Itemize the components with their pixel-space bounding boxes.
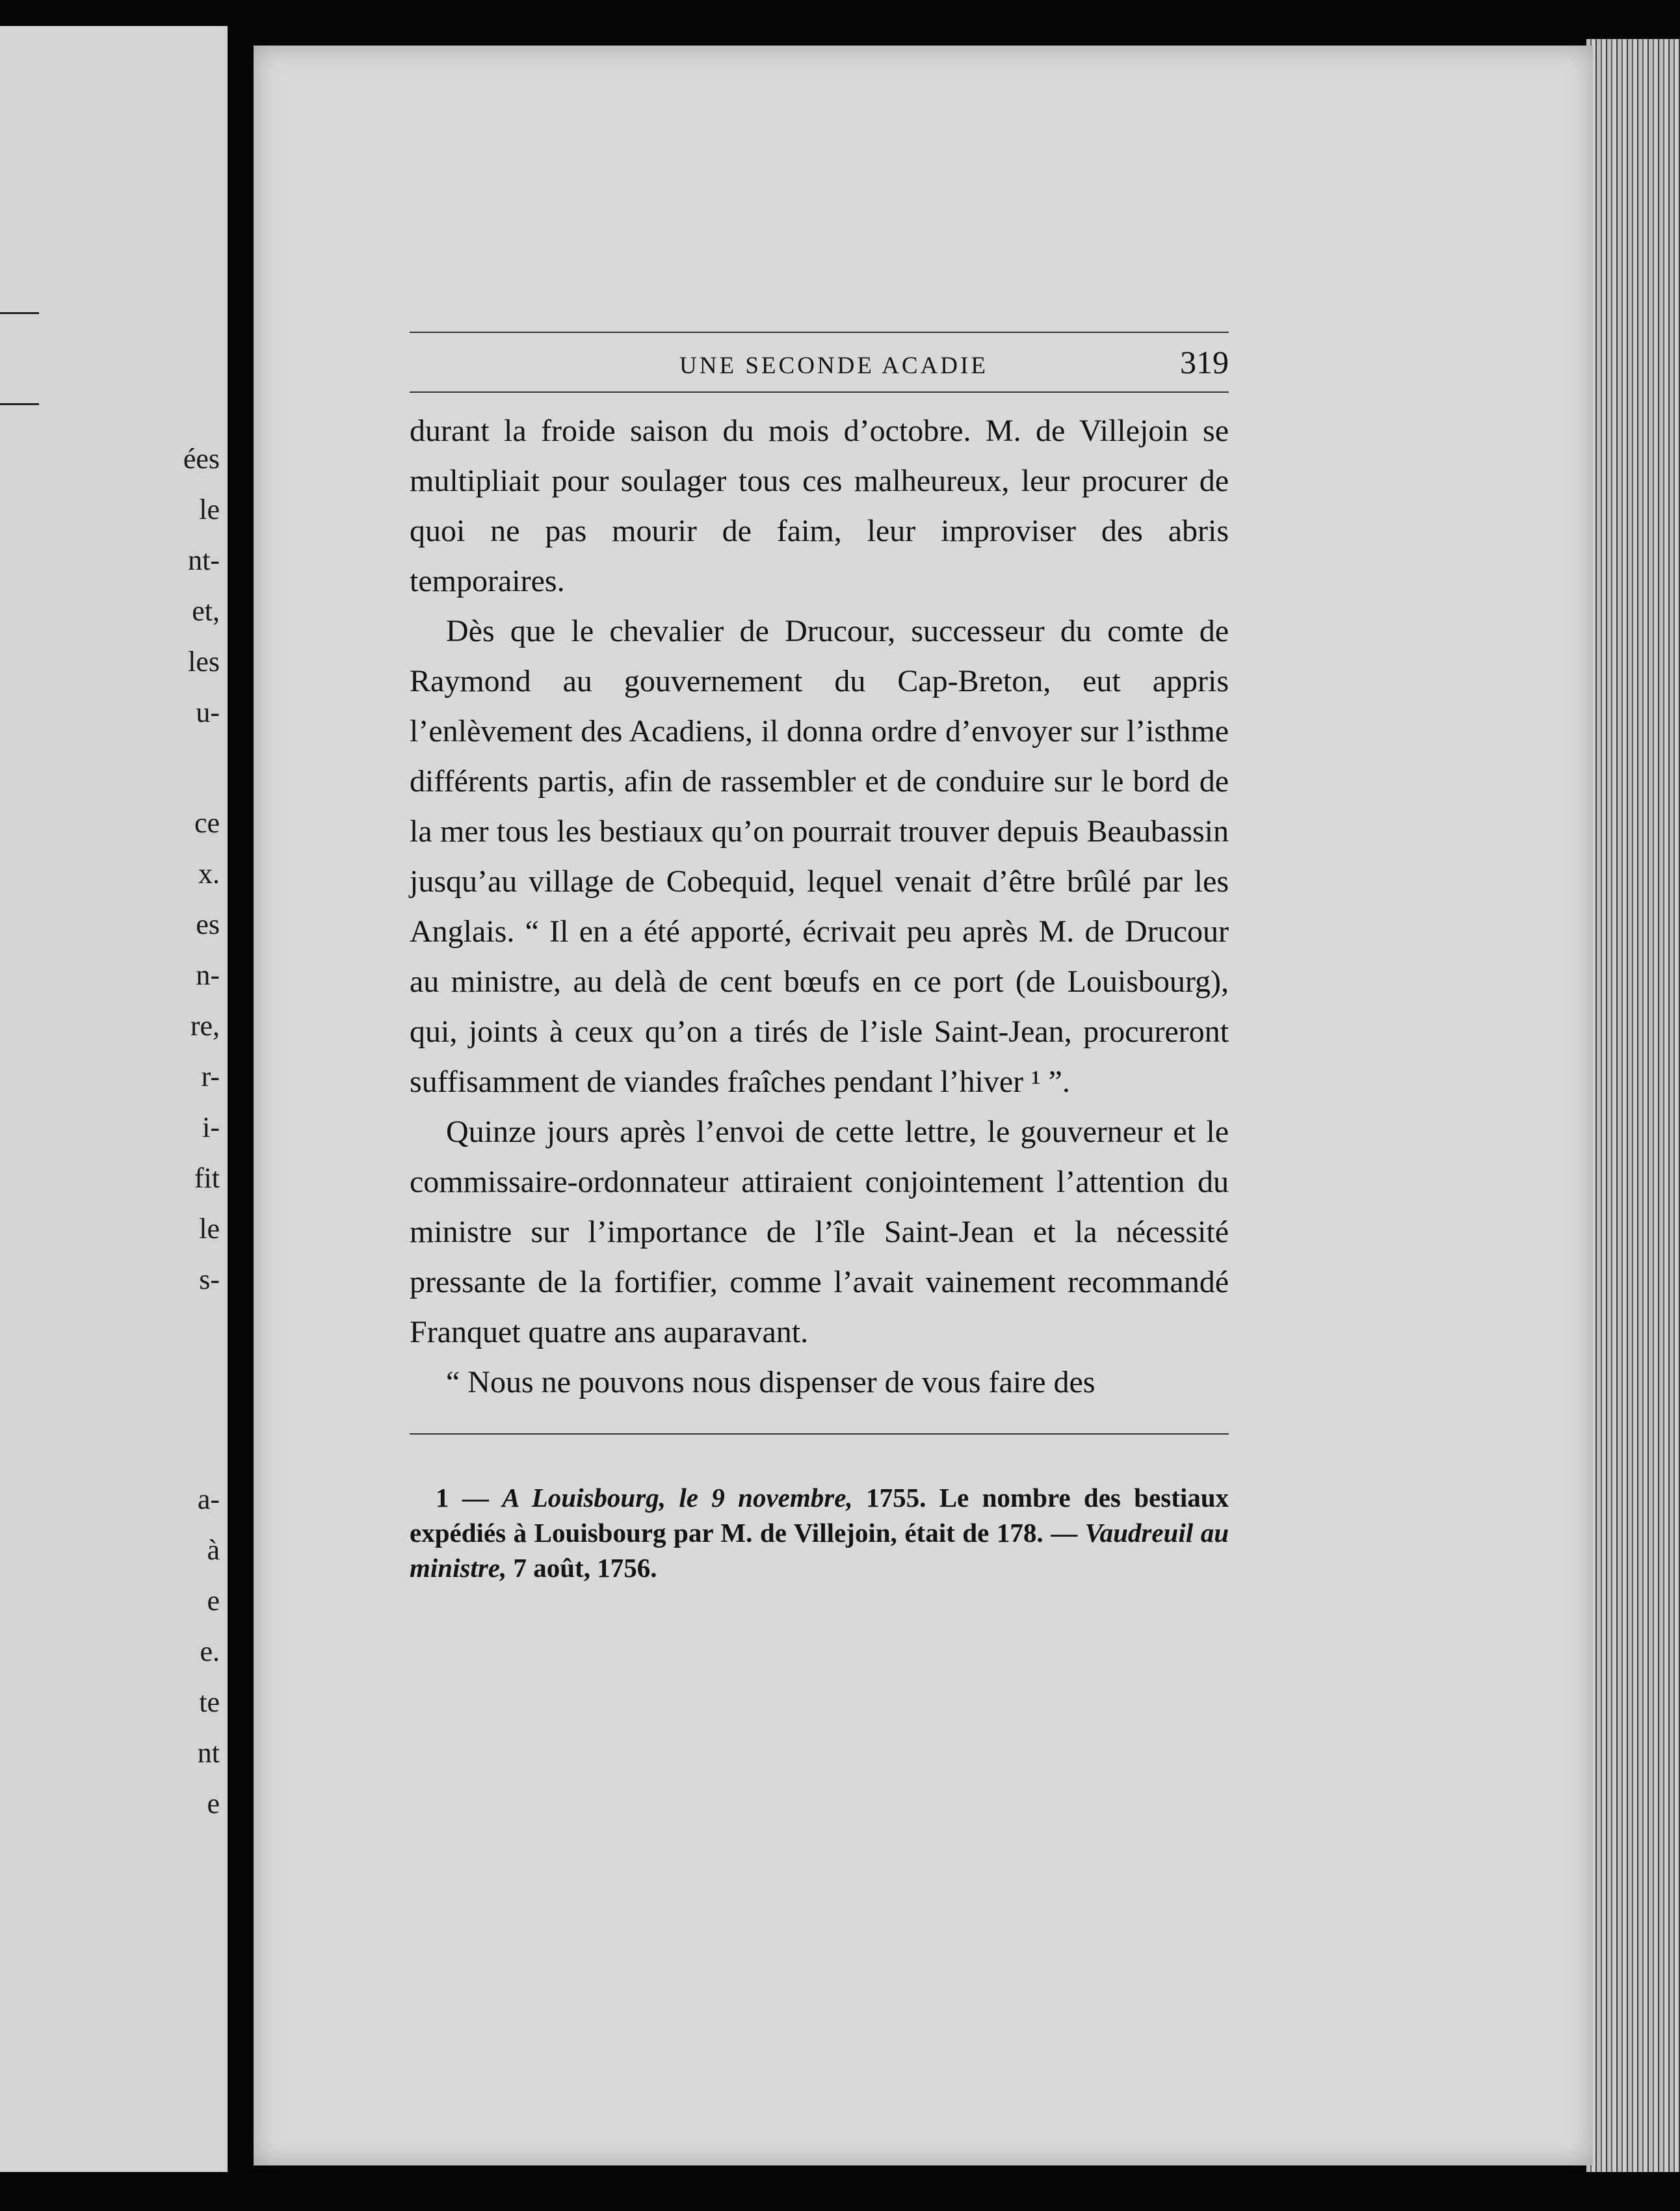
- left-fragment: ées: [183, 443, 220, 475]
- left-fragment: ce: [194, 807, 220, 839]
- paragraph: durant la froide saison du mois d’octobre. M. de Villejoin se multipliait pour soulager tous ces malheureux, leur procurer de quoi ne pas mourir de faim, leur improviser des abris temporaires.: [410, 414, 1229, 598]
- footnote-text: Le nombre des bestiaux expédiés à Louisbourg par M. de Villejoin, était de 178. —: [410, 1483, 1229, 1548]
- book-page: [254, 46, 1593, 2165]
- footnote-date: 7 août, 1756.: [513, 1553, 657, 1583]
- left-fragment: les: [188, 646, 220, 678]
- left-page-rule: [0, 312, 39, 314]
- page-content: [410, 332, 1229, 1585]
- footnote-year: 1755.: [866, 1483, 926, 1513]
- left-fragment: x.: [198, 858, 220, 890]
- left-fragment: te: [199, 1686, 220, 1718]
- left-fragment: fit: [194, 1162, 220, 1194]
- left-page-rule: [0, 403, 39, 405]
- left-fragment: e: [207, 1585, 220, 1617]
- left-fragment: s-: [199, 1264, 220, 1295]
- left-fragment: re,: [190, 1010, 220, 1042]
- left-fragment: nt: [197, 1737, 220, 1769]
- page-number: 319: [1180, 344, 1229, 380]
- footnote-rule: [410, 1433, 1229, 1435]
- paragraph: “ Nous ne pouvons nous dispenser de vous faire des: [446, 1365, 1096, 1399]
- left-page: [0, 26, 228, 2172]
- footnote-place-date: A Louisbourg, le 9 novembre,: [502, 1483, 853, 1513]
- running-title: UNE SECONDE ACADIE: [679, 352, 988, 379]
- left-fragment: e: [207, 1788, 220, 1820]
- footnote: [410, 1480, 1229, 1585]
- running-header: [410, 333, 1229, 391]
- left-fragment: nt-: [188, 544, 220, 576]
- left-fragment: e.: [200, 1635, 220, 1667]
- left-fragment: a-: [197, 1483, 220, 1515]
- left-fragment: i-: [202, 1111, 220, 1143]
- footnote-marker: 1 —: [436, 1483, 489, 1513]
- left-fragment: et,: [192, 595, 220, 627]
- left-fragment: n-: [196, 959, 220, 991]
- page-edges: [1586, 39, 1680, 2172]
- left-fragment: es: [196, 908, 220, 940]
- body-text: [410, 406, 1229, 1407]
- left-fragment: le: [199, 1213, 220, 1245]
- footnote-source: Vaudreuil au ministre,: [410, 1518, 1229, 1583]
- paragraph: Dès que le chevalier de Drucour, successeur du comte de Raymond au gouvernement du Cap-Breton, eut appris l’enlèvement des Acadiens, il donna ordre d’envoyer sur l’isthme différents partis, afin de rassembler et de conduire sur le bord de la mer tous les bestiaux qu’on pourrait trouver depuis Beaubassin jusqu’au village de Cobequid, lequel venait d’être brûlé par les Anglais. “ Il en a été apporté, écrivait peu après M. de Drucour au ministre, au delà de cent bœufs en ce port (de Louisbourg), qui, joints à ceux qu’on a tirés de l’isle Saint-Jean, procureront suffisamment de viandes fraîches pendant l’hiver ¹ ”.: [410, 614, 1229, 1099]
- left-fragment: à: [207, 1534, 220, 1566]
- paragraph: Quinze jours après l’envoi de cette lettre, le gouverneur et le commissaire-ordonnateur attiraient conjointement l’attention du ministre sur l’importance de l’île Saint-Jean et la nécessité pressante de la fortifier, comme l’avait vainement recommandé Franquet quatre ans auparavant.: [410, 1115, 1229, 1349]
- left-fragment: r-: [201, 1061, 220, 1092]
- left-fragment: le: [199, 494, 220, 525]
- left-fragment: u-: [196, 696, 220, 728]
